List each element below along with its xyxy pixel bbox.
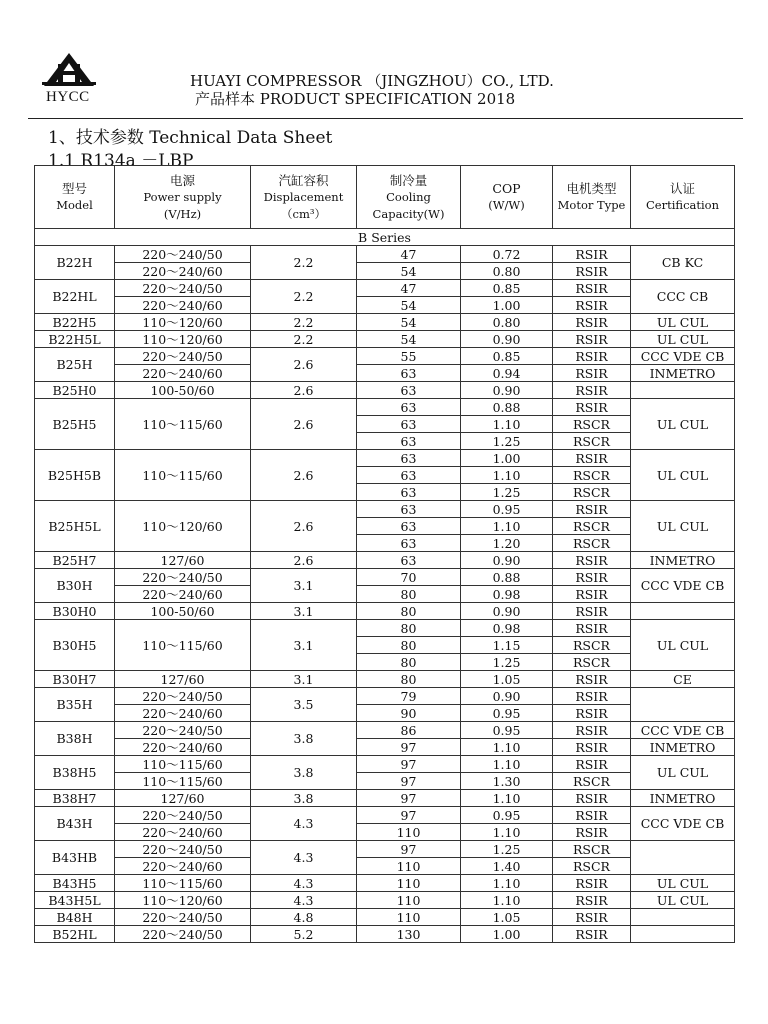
model-cell: B25H bbox=[35, 348, 115, 382]
capacity-cell: 97 bbox=[357, 841, 461, 858]
displacement-cell: 2.6 bbox=[251, 501, 357, 552]
capacity-cell: 86 bbox=[357, 722, 461, 739]
power-cell: 220～240/50 bbox=[115, 841, 251, 858]
model-cell: B25H5L bbox=[35, 501, 115, 552]
power-cell: 110～115/60 bbox=[115, 399, 251, 450]
motor-type-cell: RSIR bbox=[553, 569, 631, 586]
col-header-model: 型号 Model bbox=[35, 166, 115, 229]
certification-cell bbox=[631, 603, 735, 620]
capacity-cell: 80 bbox=[357, 654, 461, 671]
motor-type-cell: RSIR bbox=[553, 603, 631, 620]
motor-type-cell: RSIR bbox=[553, 297, 631, 314]
spec-title: 产品样本 PRODUCT SPECIFICATION 2018 bbox=[195, 90, 516, 108]
cop-cell: 1.25 bbox=[461, 654, 553, 671]
table-row bbox=[35, 365, 735, 382]
displacement-cell: 2.2 bbox=[251, 314, 357, 331]
table-row bbox=[35, 909, 735, 926]
table-row bbox=[35, 246, 735, 263]
series-row bbox=[35, 229, 735, 246]
cop-cell: 0.90 bbox=[461, 552, 553, 569]
power-cell: 220～240/50 bbox=[115, 807, 251, 824]
displacement-cell: 4.3 bbox=[251, 892, 357, 909]
motor-type-cell: RSCR bbox=[553, 518, 631, 535]
model-cell: B43H5L bbox=[35, 892, 115, 909]
certification-cell bbox=[631, 841, 735, 875]
table-row bbox=[35, 552, 735, 569]
capacity-cell: 63 bbox=[357, 433, 461, 450]
motor-type-cell: RSCR bbox=[553, 484, 631, 501]
col-header-motor-type: 电机类型 Motor Type bbox=[553, 166, 631, 229]
series-label: B Series bbox=[35, 229, 735, 246]
model-cell: B30H bbox=[35, 569, 115, 603]
table-row bbox=[35, 688, 735, 705]
cop-cell: 1.10 bbox=[461, 416, 553, 433]
motor-type-cell: RSCR bbox=[553, 654, 631, 671]
power-cell: 220～240/60 bbox=[115, 858, 251, 875]
cop-cell: 0.88 bbox=[461, 399, 553, 416]
capacity-cell: 63 bbox=[357, 501, 461, 518]
model-cell: B43H bbox=[35, 807, 115, 841]
table-row bbox=[35, 569, 735, 586]
cop-cell: 0.95 bbox=[461, 705, 553, 722]
power-cell: 127/60 bbox=[115, 790, 251, 807]
motor-type-cell: RSIR bbox=[553, 790, 631, 807]
power-cell: 110～115/60 bbox=[115, 450, 251, 501]
table-row bbox=[35, 348, 735, 365]
motor-type-cell: RSIR bbox=[553, 399, 631, 416]
displacement-cell: 2.6 bbox=[251, 450, 357, 501]
motor-type-cell: RSCR bbox=[553, 467, 631, 484]
power-cell: 100-50/60 bbox=[115, 603, 251, 620]
power-cell: 127/60 bbox=[115, 671, 251, 688]
capacity-cell: 110 bbox=[357, 875, 461, 892]
table-row bbox=[35, 671, 735, 688]
motor-type-cell: RSCR bbox=[553, 416, 631, 433]
certification-cell: UL CUL bbox=[631, 875, 735, 892]
model-cell: B43HB bbox=[35, 841, 115, 875]
capacity-cell: 79 bbox=[357, 688, 461, 705]
company-name: HUAYI COMPRESSOR （JINGZHOU）CO., LTD. bbox=[190, 72, 554, 90]
cop-cell: 0.85 bbox=[461, 280, 553, 297]
power-cell: 220～240/50 bbox=[115, 722, 251, 739]
capacity-cell: 97 bbox=[357, 807, 461, 824]
capacity-cell: 80 bbox=[357, 671, 461, 688]
table-row bbox=[35, 790, 735, 807]
model-cell: B22HL bbox=[35, 280, 115, 314]
motor-type-cell: RSIR bbox=[553, 552, 631, 569]
table-row bbox=[35, 297, 735, 314]
displacement-cell: 3.8 bbox=[251, 722, 357, 756]
table-row bbox=[35, 620, 735, 637]
certification-cell: CB KC bbox=[631, 246, 735, 280]
displacement-cell: 2.2 bbox=[251, 280, 357, 314]
cop-cell: 1.10 bbox=[461, 756, 553, 773]
capacity-cell: 110 bbox=[357, 858, 461, 875]
capacity-cell: 63 bbox=[357, 552, 461, 569]
motor-type-cell: RSIR bbox=[553, 263, 631, 280]
motor-type-cell: RSIR bbox=[553, 348, 631, 365]
motor-type-cell: RSIR bbox=[553, 824, 631, 841]
cop-cell: 1.10 bbox=[461, 790, 553, 807]
model-cell: B25H7 bbox=[35, 552, 115, 569]
certification-cell bbox=[631, 909, 735, 926]
table-row bbox=[35, 280, 735, 297]
certification-cell: CCC CB bbox=[631, 280, 735, 314]
table-row bbox=[35, 926, 735, 943]
certification-cell: UL CUL bbox=[631, 756, 735, 790]
power-cell: 220～240/50 bbox=[115, 926, 251, 943]
cop-cell: 1.05 bbox=[461, 909, 553, 926]
capacity-cell: 63 bbox=[357, 416, 461, 433]
capacity-cell: 110 bbox=[357, 892, 461, 909]
model-cell: B30H0 bbox=[35, 603, 115, 620]
displacement-cell: 2.6 bbox=[251, 382, 357, 399]
table-row bbox=[35, 739, 735, 756]
section-title: 1、技术参数 Technical Data Sheet bbox=[48, 128, 333, 148]
displacement-cell: 3.8 bbox=[251, 790, 357, 807]
motor-type-cell: RSIR bbox=[553, 909, 631, 926]
table-row bbox=[35, 314, 735, 331]
model-cell: B38H5 bbox=[35, 756, 115, 790]
power-cell: 110～120/60 bbox=[115, 314, 251, 331]
motor-type-cell: RSIR bbox=[553, 705, 631, 722]
capacity-cell: 54 bbox=[357, 331, 461, 348]
cop-cell: 1.10 bbox=[461, 739, 553, 756]
certification-cell: INMETRO bbox=[631, 790, 735, 807]
table-row bbox=[35, 603, 735, 620]
certification-cell bbox=[631, 926, 735, 943]
model-cell: B22H5 bbox=[35, 314, 115, 331]
cop-cell: 1.00 bbox=[461, 450, 553, 467]
cop-cell: 0.90 bbox=[461, 688, 553, 705]
capacity-cell: 47 bbox=[357, 246, 461, 263]
displacement-cell: 2.2 bbox=[251, 246, 357, 280]
displacement-cell: 3.1 bbox=[251, 671, 357, 688]
certification-cell: INMETRO bbox=[631, 739, 735, 756]
cop-cell: 0.90 bbox=[461, 603, 553, 620]
table-row bbox=[35, 773, 735, 790]
power-cell: 110～120/60 bbox=[115, 501, 251, 552]
motor-type-cell: RSIR bbox=[553, 501, 631, 518]
power-cell: 110～115/60 bbox=[115, 756, 251, 773]
cop-cell: 1.30 bbox=[461, 773, 553, 790]
certification-cell: CCC VDE CB bbox=[631, 348, 735, 365]
motor-type-cell: RSIR bbox=[553, 688, 631, 705]
power-cell: 220～240/60 bbox=[115, 365, 251, 382]
cop-cell: 0.98 bbox=[461, 620, 553, 637]
table-row bbox=[35, 875, 735, 892]
cop-cell: 0.80 bbox=[461, 263, 553, 280]
motor-type-cell: RSIR bbox=[553, 671, 631, 688]
capacity-cell: 63 bbox=[357, 484, 461, 501]
model-cell: B35H bbox=[35, 688, 115, 722]
certification-cell: UL CUL bbox=[631, 331, 735, 348]
logo-text: HYCC bbox=[46, 89, 90, 105]
model-cell: B48H bbox=[35, 909, 115, 926]
certification-cell: INMETRO bbox=[631, 552, 735, 569]
motor-type-cell: RSIR bbox=[553, 450, 631, 467]
col-header-power-supply: 电源 Power supply (V/Hz) bbox=[115, 166, 251, 229]
capacity-cell: 70 bbox=[357, 569, 461, 586]
header-divider bbox=[28, 118, 743, 119]
capacity-cell: 110 bbox=[357, 909, 461, 926]
cop-cell: 1.25 bbox=[461, 433, 553, 450]
table-row bbox=[35, 892, 735, 909]
capacity-cell: 63 bbox=[357, 535, 461, 552]
capacity-cell: 90 bbox=[357, 705, 461, 722]
displacement-cell: 4.8 bbox=[251, 909, 357, 926]
capacity-cell: 80 bbox=[357, 637, 461, 654]
power-cell: 100-50/60 bbox=[115, 382, 251, 399]
displacement-cell: 4.3 bbox=[251, 841, 357, 875]
table-row bbox=[35, 501, 735, 518]
capacity-cell: 97 bbox=[357, 739, 461, 756]
motor-type-cell: RSCR bbox=[553, 433, 631, 450]
certification-cell: UL CUL bbox=[631, 620, 735, 671]
subsection-title: 1.1 R134a －LBP bbox=[48, 151, 194, 171]
motor-type-cell: RSIR bbox=[553, 314, 631, 331]
table-row bbox=[35, 824, 735, 841]
motor-type-cell: RSIR bbox=[553, 246, 631, 263]
table-row bbox=[35, 756, 735, 773]
displacement-cell: 5.2 bbox=[251, 926, 357, 943]
table-row bbox=[35, 450, 735, 467]
certification-cell: UL CUL bbox=[631, 450, 735, 501]
table-row bbox=[35, 807, 735, 824]
capacity-cell: 47 bbox=[357, 280, 461, 297]
cop-cell: 0.95 bbox=[461, 807, 553, 824]
cop-cell: 1.15 bbox=[461, 637, 553, 654]
certification-cell: UL CUL bbox=[631, 892, 735, 909]
cop-cell: 1.10 bbox=[461, 875, 553, 892]
certification-cell: UL CUL bbox=[631, 501, 735, 552]
cop-cell: 1.20 bbox=[461, 535, 553, 552]
capacity-cell: 63 bbox=[357, 518, 461, 535]
motor-type-cell: RSIR bbox=[553, 620, 631, 637]
model-cell: B30H7 bbox=[35, 671, 115, 688]
displacement-cell: 2.6 bbox=[251, 348, 357, 382]
capacity-cell: 80 bbox=[357, 603, 461, 620]
technical-data-table bbox=[34, 165, 735, 943]
cop-cell: 0.98 bbox=[461, 586, 553, 603]
motor-type-cell: RSIR bbox=[553, 331, 631, 348]
cop-cell: 1.25 bbox=[461, 841, 553, 858]
cop-cell: 1.00 bbox=[461, 297, 553, 314]
motor-type-cell: RSCR bbox=[553, 637, 631, 654]
cop-cell: 1.10 bbox=[461, 518, 553, 535]
displacement-cell: 3.8 bbox=[251, 756, 357, 790]
certification-cell bbox=[631, 688, 735, 722]
power-cell: 110～120/60 bbox=[115, 892, 251, 909]
certification-cell: INMETRO bbox=[631, 365, 735, 382]
capacity-cell: 54 bbox=[357, 314, 461, 331]
displacement-cell: 4.3 bbox=[251, 875, 357, 892]
motor-type-cell: RSIR bbox=[553, 892, 631, 909]
displacement-cell: 4.3 bbox=[251, 807, 357, 841]
power-cell: 220～240/50 bbox=[115, 348, 251, 365]
motor-type-cell: RSIR bbox=[553, 756, 631, 773]
displacement-cell: 3.5 bbox=[251, 688, 357, 722]
model-cell: B25H5 bbox=[35, 399, 115, 450]
certification-cell: CCC VDE CB bbox=[631, 569, 735, 603]
power-cell: 220～240/50 bbox=[115, 909, 251, 926]
model-cell: B25H0 bbox=[35, 382, 115, 399]
table-row bbox=[35, 399, 735, 416]
motor-type-cell: RSCR bbox=[553, 773, 631, 790]
capacity-cell: 63 bbox=[357, 382, 461, 399]
certification-cell: CE bbox=[631, 671, 735, 688]
power-cell: 110～115/60 bbox=[115, 773, 251, 790]
cop-cell: 1.05 bbox=[461, 671, 553, 688]
capacity-cell: 63 bbox=[357, 450, 461, 467]
cop-cell: 0.90 bbox=[461, 382, 553, 399]
table-row bbox=[35, 586, 735, 603]
certification-cell: CCC VDE CB bbox=[631, 722, 735, 739]
power-cell: 220～240/60 bbox=[115, 297, 251, 314]
capacity-cell: 97 bbox=[357, 790, 461, 807]
certification-cell bbox=[631, 382, 735, 399]
capacity-cell: 130 bbox=[357, 926, 461, 943]
cop-cell: 0.72 bbox=[461, 246, 553, 263]
power-cell: 110～115/60 bbox=[115, 875, 251, 892]
certification-cell: UL CUL bbox=[631, 314, 735, 331]
cop-cell: 0.85 bbox=[461, 348, 553, 365]
power-cell: 110～115/60 bbox=[115, 620, 251, 671]
capacity-cell: 55 bbox=[357, 348, 461, 365]
power-cell: 220～240/60 bbox=[115, 586, 251, 603]
model-cell: B38H bbox=[35, 722, 115, 756]
table-header-row bbox=[35, 166, 735, 229]
capacity-cell: 97 bbox=[357, 773, 461, 790]
table-row bbox=[35, 722, 735, 739]
capacity-cell: 80 bbox=[357, 586, 461, 603]
certification-cell: UL CUL bbox=[631, 399, 735, 450]
cop-cell: 1.10 bbox=[461, 467, 553, 484]
capacity-cell: 54 bbox=[357, 297, 461, 314]
power-cell: 220～240/60 bbox=[115, 263, 251, 280]
capacity-cell: 54 bbox=[357, 263, 461, 280]
table-row bbox=[35, 841, 735, 858]
power-cell: 127/60 bbox=[115, 552, 251, 569]
model-cell: B43H5 bbox=[35, 875, 115, 892]
cop-cell: 1.00 bbox=[461, 926, 553, 943]
capacity-cell: 63 bbox=[357, 467, 461, 484]
capacity-cell: 97 bbox=[357, 756, 461, 773]
power-cell: 220～240/50 bbox=[115, 246, 251, 263]
certification-cell: CCC VDE CB bbox=[631, 807, 735, 841]
power-cell: 220～240/50 bbox=[115, 280, 251, 297]
table-row bbox=[35, 705, 735, 722]
motor-type-cell: RSIR bbox=[553, 875, 631, 892]
capacity-cell: 80 bbox=[357, 620, 461, 637]
displacement-cell: 2.6 bbox=[251, 552, 357, 569]
power-cell: 110～120/60 bbox=[115, 331, 251, 348]
model-cell: B38H7 bbox=[35, 790, 115, 807]
motor-type-cell: RSIR bbox=[553, 926, 631, 943]
model-cell: B52HL bbox=[35, 926, 115, 943]
displacement-cell: 3.1 bbox=[251, 569, 357, 603]
motor-type-cell: RSIR bbox=[553, 382, 631, 399]
motor-type-cell: RSCR bbox=[553, 858, 631, 875]
motor-type-cell: RSCR bbox=[553, 535, 631, 552]
motor-type-cell: RSIR bbox=[553, 807, 631, 824]
displacement-cell: 3.1 bbox=[251, 603, 357, 620]
displacement-cell: 2.6 bbox=[251, 399, 357, 450]
motor-type-cell: RSIR bbox=[553, 280, 631, 297]
cop-cell: 0.95 bbox=[461, 501, 553, 518]
motor-type-cell: RSIR bbox=[553, 722, 631, 739]
cop-cell: 0.90 bbox=[461, 331, 553, 348]
motor-type-cell: RSIR bbox=[553, 365, 631, 382]
cop-cell: 1.10 bbox=[461, 892, 553, 909]
cop-cell: 1.10 bbox=[461, 824, 553, 841]
displacement-cell: 3.1 bbox=[251, 620, 357, 671]
motor-type-cell: RSIR bbox=[553, 739, 631, 756]
col-header-cooling-capacity: 制冷量 Cooling Capacity(W) bbox=[357, 166, 461, 229]
hycc-logo-icon bbox=[42, 52, 96, 88]
capacity-cell: 63 bbox=[357, 365, 461, 382]
power-cell: 220～240/60 bbox=[115, 739, 251, 756]
table-row bbox=[35, 382, 735, 399]
table-row bbox=[35, 858, 735, 875]
cop-cell: 0.80 bbox=[461, 314, 553, 331]
cop-cell: 0.94 bbox=[461, 365, 553, 382]
table-row bbox=[35, 331, 735, 348]
motor-type-cell: RSCR bbox=[553, 841, 631, 858]
power-cell: 220～240/60 bbox=[115, 705, 251, 722]
displacement-cell: 2.2 bbox=[251, 331, 357, 348]
cop-cell: 1.25 bbox=[461, 484, 553, 501]
col-header-certification: 认证 Certification bbox=[631, 166, 735, 229]
power-cell: 220～240/50 bbox=[115, 569, 251, 586]
table-row bbox=[35, 263, 735, 280]
cop-cell: 0.95 bbox=[461, 722, 553, 739]
col-header-displacement: 汽缸容积 Displacement （cm³） bbox=[251, 166, 357, 229]
capacity-cell: 63 bbox=[357, 399, 461, 416]
model-cell: B22H5L bbox=[35, 331, 115, 348]
col-header-cop: COP (W/W) bbox=[461, 166, 553, 229]
model-cell: B25H5B bbox=[35, 450, 115, 501]
power-cell: 220～240/60 bbox=[115, 824, 251, 841]
capacity-cell: 110 bbox=[357, 824, 461, 841]
cop-cell: 0.88 bbox=[461, 569, 553, 586]
model-cell: B30H5 bbox=[35, 620, 115, 671]
power-cell: 220～240/50 bbox=[115, 688, 251, 705]
model-cell: B22H bbox=[35, 246, 115, 280]
motor-type-cell: RSIR bbox=[553, 586, 631, 603]
cop-cell: 1.40 bbox=[461, 858, 553, 875]
company-logo bbox=[40, 52, 98, 104]
